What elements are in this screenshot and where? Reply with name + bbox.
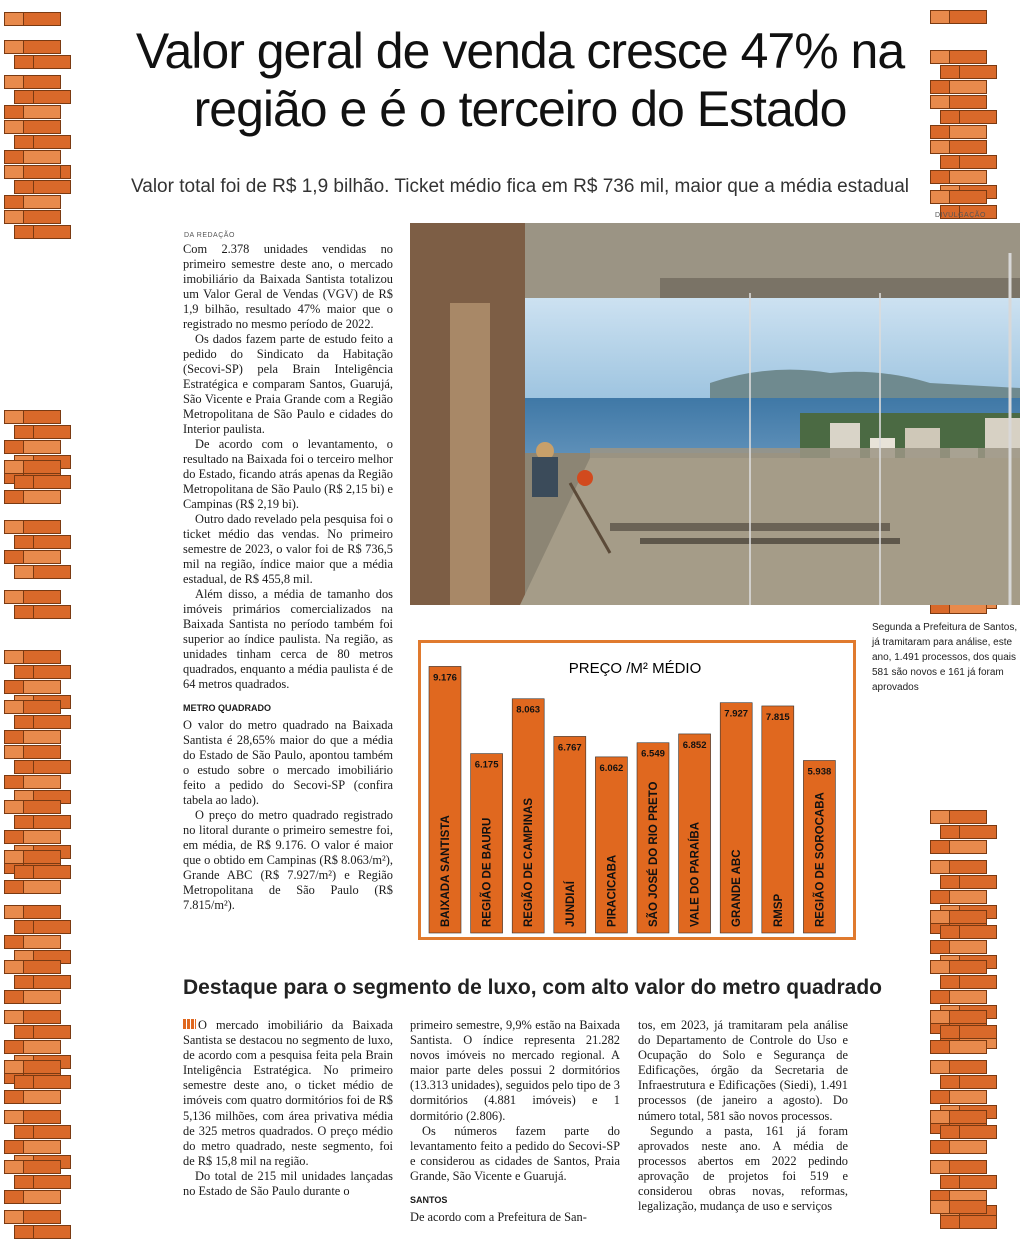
chart-value-label: 7.927 xyxy=(724,708,749,720)
photo-caption: Segunda a Prefeitura de Santos, já tramitaram para análise, este ano, 1.491 processos, dos quais 581 são novos e 161 já foram aprovados xyxy=(872,622,1018,693)
brick xyxy=(959,1175,997,1189)
brick xyxy=(33,1175,71,1189)
brick xyxy=(23,880,61,894)
brick xyxy=(949,840,987,854)
chart-value-label: 6.852 xyxy=(682,739,707,751)
brick xyxy=(959,1125,997,1139)
brick xyxy=(33,90,71,104)
brick xyxy=(949,1200,987,1214)
luxo-column-1 xyxy=(183,1018,393,1199)
brick xyxy=(949,860,987,874)
brick xyxy=(949,50,987,64)
brick xyxy=(959,925,997,939)
brick xyxy=(23,960,61,974)
chart-category-label: REGIÃO DE CAMPINAS xyxy=(523,797,536,927)
brick xyxy=(23,520,61,534)
brick xyxy=(23,210,61,224)
brick xyxy=(949,1040,987,1054)
chart-category-label: BAIXADA SANTISTA xyxy=(440,815,452,927)
chart-value-label: 8.063 xyxy=(516,704,541,716)
brick xyxy=(33,1125,71,1139)
chart-value-label: 5.938 xyxy=(807,766,832,778)
brick xyxy=(33,425,71,439)
brick xyxy=(23,75,61,89)
subheadline: Valor total foi de R$ 1,9 bilhão. Ticket médio fica em R$ 736 mil, maior que a média estadual xyxy=(131,176,909,197)
brick xyxy=(949,140,987,154)
article-paragraph: Além disso, a média de tamanho dos imóveis primários comercializados na Baixada Santista no período também foi superior ao índice paulista. Na região, as unidades tinham cerca de 80 metros quadrados, enquanto a média paulista é de 64 metros quadrados. xyxy=(183,587,393,691)
headline: Valor geral de venda cresce 47% na região e é o terceiro do Estado xyxy=(135,23,905,137)
chart-category-label: REGIÃO DE SOROCABA xyxy=(814,792,827,927)
article-paragraph: Os dados fazem parte de estudo feito a pedido do Sindicato da Habitação (Secovi-SP) pela Brain Inteligência Estratégica e comparam Santos, Guarujá, São Vicente e Praia Grande com a Região Metropolitana de São Paulo e cidades do Interior paulista. xyxy=(183,332,393,436)
brick xyxy=(23,105,61,119)
chart-value-label: 6.767 xyxy=(557,742,582,754)
luxo-paragraph: tos, em 2023, já tramitaram pela análise do Departamento de Controle do Uso e Ocupação do Solo e Segurança de Edificações, órgão da Secretaria de Infraestrutura e Edificações (Siedi), 1.491 processos (de janeiro a agosto). Do número total, 581 são novos processos. xyxy=(638,1018,848,1123)
brick xyxy=(959,825,997,839)
brick xyxy=(23,150,61,164)
brick xyxy=(23,195,61,209)
brick xyxy=(959,1215,997,1229)
brick xyxy=(33,975,71,989)
brick xyxy=(33,815,71,829)
brick xyxy=(959,110,997,124)
brick xyxy=(959,1075,997,1089)
brick xyxy=(23,830,61,844)
brick xyxy=(959,875,997,889)
santos-section-title: SANTOS xyxy=(410,1195,448,1206)
chart-value-label: 6.549 xyxy=(641,748,665,760)
brick xyxy=(23,745,61,759)
luxo-title: Destaque para o segmento de luxo, com alto valor do metro quadrado xyxy=(183,976,882,999)
brick xyxy=(949,990,987,1004)
brick xyxy=(33,760,71,774)
brick xyxy=(33,55,71,69)
brick xyxy=(23,990,61,1004)
brick xyxy=(949,190,987,204)
brick xyxy=(23,550,61,564)
brick xyxy=(23,905,61,919)
brick xyxy=(33,1225,71,1239)
luxo-paragraph: primeiro semestre, 9,9% estão na Baixada Santista. O índice representa 21.282 novos imóveis no mercado regional. A maior parte deles possui 2 dormitórios (13.313 unidades), seguidos pelo tipo de 3 dormitórios (4.881 imóveis) e 1 dormitório (2.806). xyxy=(410,1018,620,1123)
article-paragraph: O preço do metro quadrado registrado no litoral durante o primeiro semestre foi, em média, de R$ 9.176. O valor é maior que o obtido em Campinas (R$ 8.063/m²), Grande ABC (R$ 7.927/m²) e Região Metropolitana de São Paulo (R$ 7.815/m²). xyxy=(183,808,393,912)
brick xyxy=(949,95,987,109)
brick xyxy=(949,960,987,974)
construction-photo xyxy=(410,223,1020,605)
brick xyxy=(33,135,71,149)
chart-value-label: 6.062 xyxy=(599,762,624,774)
chart-category-label: JUNDIAÍ xyxy=(564,880,577,927)
chart-value-label: 7.815 xyxy=(765,711,790,723)
brick xyxy=(959,155,997,169)
brick xyxy=(949,1090,987,1104)
brick xyxy=(23,800,61,814)
brick xyxy=(23,730,61,744)
brick xyxy=(23,775,61,789)
brick xyxy=(23,650,61,664)
brick xyxy=(23,1190,61,1204)
brick xyxy=(23,935,61,949)
brick xyxy=(23,850,61,864)
brick xyxy=(23,1160,61,1174)
brick xyxy=(23,12,61,26)
byline: DA REDAÇÃO xyxy=(184,232,235,239)
article-paragraph: O valor do metro quadrado na Baixada Santista é 28,65% maior do que a média do Estado de São Paulo, apontou também o estudo sobre o mercado imobiliário feito a pedido do Secovi-SP (confira tabela ao lado). xyxy=(183,718,393,807)
luxo-column-2 xyxy=(410,1018,620,1225)
article-column xyxy=(183,242,393,913)
brick xyxy=(23,1090,61,1104)
brick xyxy=(33,920,71,934)
brick xyxy=(23,490,61,504)
price-chart xyxy=(418,640,856,940)
brick xyxy=(949,1010,987,1024)
brick xyxy=(949,810,987,824)
brick xyxy=(23,1210,61,1224)
chart-category-label: VALE DO PARAÍBA xyxy=(689,822,702,927)
brick xyxy=(33,535,71,549)
brick xyxy=(33,865,71,879)
brick xyxy=(949,1160,987,1174)
brick xyxy=(949,125,987,139)
brick xyxy=(949,80,987,94)
brick xyxy=(949,1110,987,1124)
brick xyxy=(33,565,71,579)
photo-credit: DIVULGAÇÃO xyxy=(935,212,986,219)
brick xyxy=(959,975,997,989)
brick xyxy=(23,460,61,474)
chart-category-label: PIRACICABA xyxy=(606,854,619,927)
brick xyxy=(33,605,71,619)
luxo-paragraph: O mercado imobiliário da Baixada Santista se destacou no segmento de luxo, de acordo com a pesquisa feita pela Brain Inteligência Estratégica. No primeiro semestre deste ano, o ticket médio de imóveis com quatro dormitórios foi de R$ 5,136 milhões, com área privativa média de 325 metros quadrados. O preço médio do metro quadrado, neste segmento, foi de R$ 15,8 mil na região. xyxy=(183,1018,393,1168)
brick xyxy=(23,1060,61,1074)
brick xyxy=(33,665,71,679)
luxo-paragraph: Do total de 215 mil unidades lançadas no Estado de São Paulo durante o xyxy=(183,1168,393,1199)
brick xyxy=(23,590,61,604)
brick xyxy=(33,1025,71,1039)
chart-category-label: RMSP xyxy=(772,893,785,927)
brick xyxy=(23,410,61,424)
article-paragraph: Outro dado revelado pela pesquisa foi o ticket médio das vendas. No primeiro semestre de 2023, o valor foi de R$ 736,5 mil na região, índice maior que a média estadual, de R$ 455,8 mil. xyxy=(183,512,393,586)
chart-category-label: GRANDE ABC xyxy=(731,849,744,927)
brick xyxy=(23,700,61,714)
brick xyxy=(23,440,61,454)
brick xyxy=(23,120,61,134)
brick xyxy=(959,1025,997,1039)
brick xyxy=(33,715,71,729)
section-title: METRO QUADRADO xyxy=(183,703,271,713)
chart-category-label: REGIÃO DE BAURU xyxy=(481,817,494,927)
article-paragraph: Com 2.378 unidades vendidas no primeiro semestre deste ano, o mercado imobiliário da Baixada Santista totalizou um Valor Geral de Vendas (VGV) de R$ 1,9 bilhão, resultado 47% maior que o registrado no mesmo período de 2022. xyxy=(183,242,393,331)
brick xyxy=(23,680,61,694)
brick xyxy=(949,170,987,184)
brick xyxy=(33,225,71,239)
luxo-column-3 xyxy=(638,1018,848,1214)
brick xyxy=(949,1060,987,1074)
luxo-paragraph: De acordo com a Prefeitura de San- xyxy=(410,1210,587,1225)
brick xyxy=(23,1010,61,1024)
brick xyxy=(959,65,997,79)
brick xyxy=(33,1075,71,1089)
brick xyxy=(23,165,61,179)
brick xyxy=(23,40,61,54)
brick xyxy=(949,940,987,954)
brick xyxy=(23,1140,61,1154)
chart-value-label: 9.176 xyxy=(433,672,457,684)
chart-category-label: SÃO JOSÉ DO RIO PRETO xyxy=(648,781,660,927)
chart-value-label: 6.175 xyxy=(474,759,499,771)
luxo-paragraph: Segundo a pasta, 161 já foram aprovados neste ano. A média de processos abertos em 2022 pedindo aprovação de projetos foi 519 e considerou obras novas, reformas, legalização, mudança de uso e serviços xyxy=(638,1123,848,1214)
brick xyxy=(949,910,987,924)
brick xyxy=(949,10,987,24)
brick xyxy=(23,1110,61,1124)
chart-title: PREÇO /M² MÉDIO xyxy=(568,660,702,677)
chart-svg xyxy=(421,643,853,937)
luxo-paragraph: Os números fazem parte do levantamento feito a pedido do Secovi-SP e considerou as cidades de Santos, Praia Grande, São Vicente e Guarujá. xyxy=(410,1123,620,1183)
brick xyxy=(23,1040,61,1054)
brick xyxy=(33,475,71,489)
section-marker-icon xyxy=(183,1019,196,1029)
brick xyxy=(949,890,987,904)
article-paragraph: De acordo com o levantamento, o resultado na Baixada foi o terceiro melhor do Estado, ficando atrás apenas da Região Metropolitana de São Paulo (R$ 2,15 bi) e Campinas (R$ 2,19 bi). xyxy=(183,437,393,511)
brick xyxy=(949,1140,987,1154)
brick xyxy=(33,180,71,194)
